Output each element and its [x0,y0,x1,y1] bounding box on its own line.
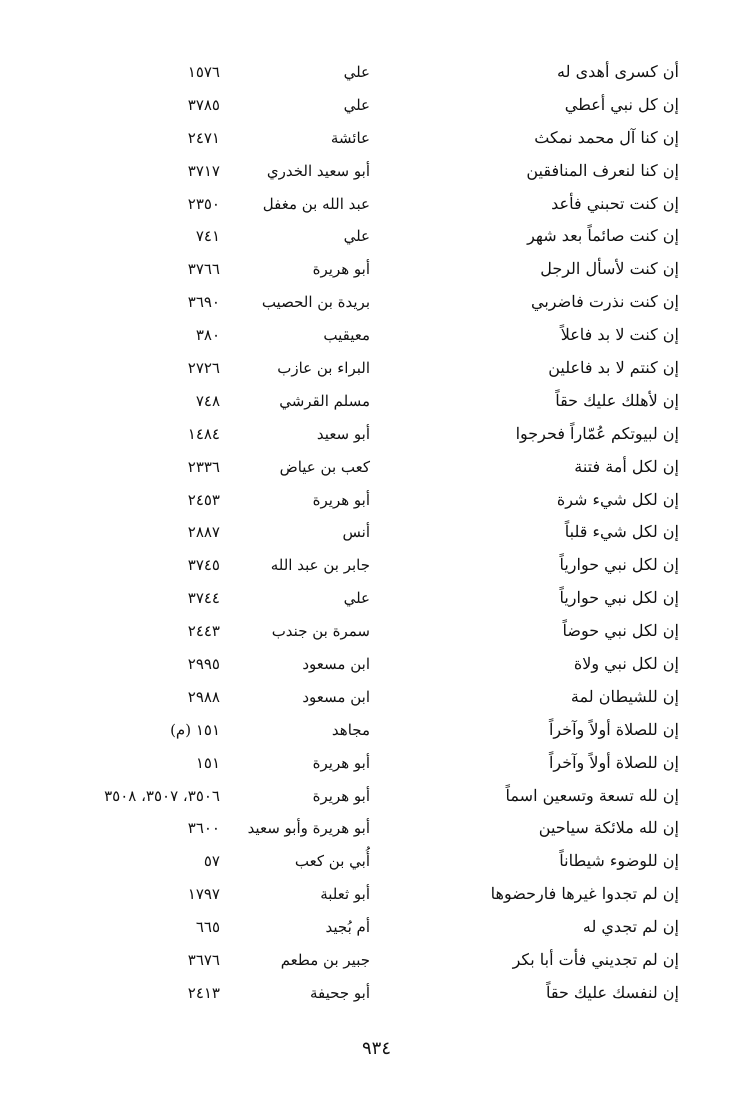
hadith-text: إن للصلاة أولاً وآخراً [548,719,679,739]
narrator-name: علي [343,63,370,81]
narrator-name: البراء بن عازب [277,359,370,378]
hadith-number: ٣٧٤٥ [187,556,220,575]
narrator-name: أبو هريرة [312,490,370,509]
narrator-name: أبو جحيفة [310,983,370,1002]
index-row [0,155,753,188]
hadith-number: ٣٧٦٦ [187,260,220,279]
narrator-name: أبو سعيد [316,424,370,443]
index-row [0,681,753,714]
narrator-name: أبو هريرة وأبو سعيد [247,819,370,838]
index-row [0,648,753,681]
hadith-number: ٦٦٥ [195,918,220,937]
narrator-name: معيقيب [323,326,370,345]
hadith-number: ٣٧٤٤ [187,589,220,608]
hadith-number: ٢٩٨٨ [187,687,220,706]
hadith-number: ٣٥٠٦، ٣٥٠٧، ٣٥٠٨ [104,786,220,805]
index-row [0,747,753,780]
index-row [0,549,753,582]
hadith-text: إن للشيطان لمة [570,686,679,706]
hadith-text: إن كل نبي أعطي [564,94,679,114]
index-row [0,385,753,418]
narrator-name: أبو هريرة [312,753,370,772]
hadith-number: ١٥١ (م) [170,720,220,739]
hadith-number: ٢٧٢٦ [187,359,220,378]
hadith-number: ٧٤٨ [195,391,220,410]
hadith-number: ٣٨٠ [195,326,220,345]
hadith-text: إن لكل شيء شرة [556,489,679,509]
hadith-text: إن كنت صائماً بعد شهر [527,226,679,246]
hadith-text: إن لكل نبي حوارياً [559,555,679,575]
narrator-name: كعب بن عياض [279,457,370,476]
index-row [0,188,753,221]
hadith-number: ٣٦٠٠ [187,819,220,838]
hadith-text: إن كنت لا بد فاعلاً [560,325,679,345]
hadith-number: ٣٦٧٦ [187,951,220,970]
hadith-text: إن لكل نبي حوارياً [559,588,679,608]
hadith-text: أن كسرى أهدى له [557,62,679,81]
hadith-text: إن لله ملائكة سياحين [538,818,679,838]
narrator-name: جبير بن مطعم [280,951,370,970]
index-row [0,451,753,484]
hadith-number: ٢٣٣٦ [187,457,220,476]
hadith-text: إن كنت نذرت فاضربي [531,292,679,312]
narrator-name: أُبي بن كعب [294,852,370,871]
index-row [0,845,753,878]
hadith-text: إن كنا آل محمد نمكث [534,127,679,147]
narrator-name: ابن مسعود [302,687,370,706]
hadith-text: إن لم تجدي له [582,917,679,937]
index-row [0,418,753,451]
hadith-text: إن لم تجديني فأت أبا بكر [512,950,679,970]
index-row [0,484,753,517]
hadith-text: إن لكل شيء قلباً [564,522,679,542]
index-row [0,286,753,319]
narrator-name: مجاهد [331,720,370,739]
hadith-text: إن لكل نبي حوضاً [562,621,679,641]
narrator-name: علي [343,95,370,114]
hadith-text: إن لكل نبي ولاة [573,654,679,674]
index-row [0,714,753,747]
index-row [0,253,753,286]
hadith-text: إن للصلاة أولاً وآخراً [548,752,679,772]
hadith-text: إن كنتم لا بد فاعلين [548,358,679,378]
hadith-text: إن لأهلك عليك حقاً [555,390,679,410]
narrator-name: عائشة [330,128,370,147]
hadith-number: ١٥٧٦ [187,63,220,81]
hadith-number: ٥٧ [203,852,220,871]
hadith-text: إن كنا لنعرف المنافقين [526,160,679,180]
hadith-number: ٢٤٤٣ [187,622,220,641]
narrator-name: جابر بن عبد الله [270,556,370,575]
narrator-name: أبو سعيد الخدري [266,161,370,180]
hadith-number: ٣٦٩٠ [187,293,220,312]
hadith-text: إن كنت تحبني فأعد [551,193,679,213]
index-row [0,911,753,944]
hadith-text: إن لله تسعة وتسعين اسماً [505,785,679,805]
hadith-text: إن للوضوء شيطاناً [559,851,679,871]
hadith-number: ٢٨٨٧ [187,523,220,542]
index-row [0,878,753,911]
narrator-name: سمرة بن جندب [271,622,370,641]
narrator-name: علي [343,589,370,608]
hadith-number: ٧٤١ [195,227,220,246]
narrator-name: مسلم القرشي [279,391,370,410]
narrator-name: بريدة بن الحصيب [261,293,370,312]
index-row [0,812,753,845]
hadith-text: إن كنت لأسأل الرجل [540,259,679,279]
hadith-text: إن لكل أمة فتنة [574,456,679,476]
narrator-name: عبد الله بن مغفل [262,194,370,213]
narrator-name: ابن مسعود [302,655,370,674]
index-row [0,56,753,89]
hadith-index-table [0,56,753,1010]
hadith-number: ١٧٩٧ [187,885,220,904]
index-row [0,615,753,648]
hadith-number: ٣٧٨٥ [187,95,220,114]
index-row [0,516,753,549]
hadith-number: ١٤٨٤ [187,424,220,443]
index-row [0,780,753,813]
index-row [0,220,753,253]
hadith-text: إن لم تجدوا غيرها فارحضوها [490,884,679,904]
hadith-text: إن لنفسك عليك حقاً [545,982,679,1002]
hadith-number: ٢٤١٣ [187,983,220,1002]
index-row [0,944,753,977]
page-number: ٩٣٤ [361,1038,391,1059]
hadith-number: ٣٧١٧ [187,161,220,180]
narrator-name: أبو هريرة [312,786,370,805]
hadith-number: ٢٣٥٠ [187,194,220,213]
hadith-number: ٢٩٩٥ [187,655,220,674]
hadith-number: ٢٤٧١ [187,128,220,147]
narrator-name: علي [343,227,370,246]
narrator-name: أم بُجيد [325,918,370,937]
index-row [0,352,753,385]
index-row [0,319,753,352]
index-row [0,977,753,1010]
narrator-name: أبو هريرة [312,260,370,279]
index-row [0,122,753,155]
hadith-number: ٢٤٥٣ [187,490,220,509]
index-row [0,582,753,615]
narrator-name: أنس [342,523,370,542]
hadith-number: ١٥١ [195,753,220,772]
narrator-name: أبو ثعلبة [320,885,370,904]
index-row [0,89,753,122]
hadith-text: إن لبيوتكم عُمّاراً فحرجوا [515,423,679,443]
